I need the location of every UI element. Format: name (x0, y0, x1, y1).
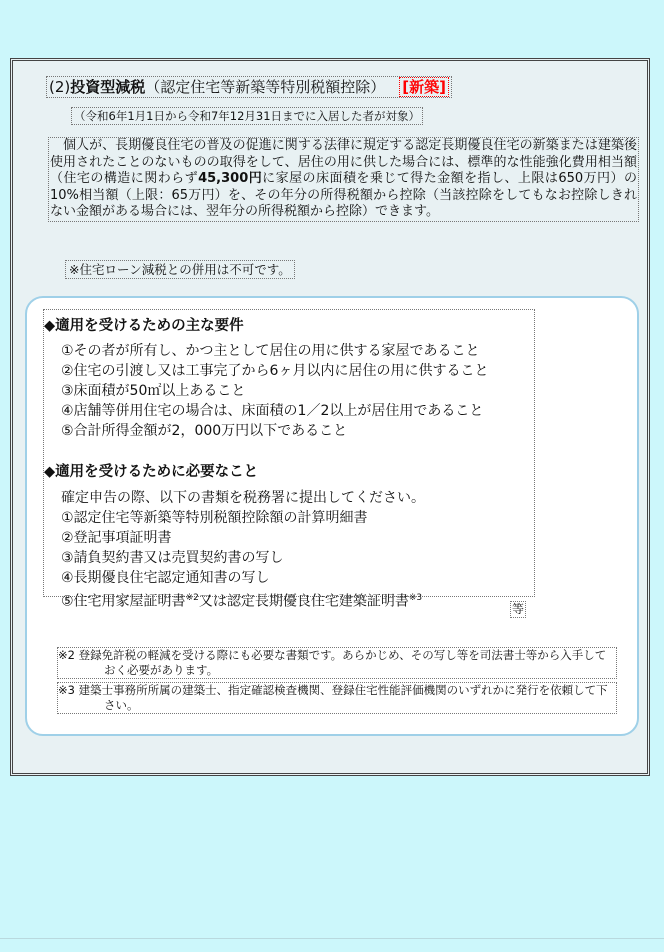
document-item: ③請負契約書又は売買契約書の写し (61, 550, 284, 566)
documents-title: ◆適用を受けるために必要なこと (44, 464, 259, 480)
requirements-block (43, 309, 535, 610)
heading-subtitle: （認定住宅等新築等特別税額控除） (145, 78, 386, 96)
new-build-tag: [新築] (399, 77, 449, 97)
doc5-footnote-ref-2: ※2 (185, 593, 199, 603)
intro-amount: 45,300円 (198, 171, 263, 187)
heading-number: (2) (49, 78, 71, 96)
document-item: ④長期優良住宅認定通知書の写し (61, 570, 270, 586)
intro-text-1: 個人が、長期優良住宅の普及の促進に関する法律に規定する認定長期優良住宅の新築または建築後使用されたことのないものの取得をして、居住の用に供した場合には、標準的な性能強化費用相当額（住宅の構造に関わらず (50, 138, 637, 187)
intro-paragraph (48, 137, 639, 222)
requirement-item: ⑤合計所得金額が2，000万円以下であること (61, 423, 348, 439)
page-divider (0, 938, 664, 939)
document-item-5 (61, 588, 422, 612)
requirement-item: ④店舗等併用住宅の場合は、床面積の1／2以上が居住用であること (61, 403, 484, 419)
loan-note: ※住宅ローン減税との併用は不可です。 (65, 260, 295, 279)
doc5-text-1: ⑤住宅用家屋証明書 (61, 593, 186, 610)
document-item: ①認定住宅等新築等特別税額控除額の計算明細書 (61, 510, 368, 526)
requirements-panel (25, 296, 639, 736)
etc-mark: 等 (512, 602, 525, 616)
footnote-2: ※2 登録免許税の軽減を受ける際にも必要な書類です。あらかじめ、その写し等を司法書士等から入手しておく必要があります。 (57, 647, 617, 679)
section-heading (46, 76, 452, 98)
requirement-item: ②住宅の引渡し又は工事完了から6ヶ月以内に居住の用に供すること (61, 363, 489, 379)
doc5-footnote-ref-3: ※3 (408, 593, 423, 603)
document-item: ②登記事項証明書 (61, 530, 172, 546)
intro-text-2: に家屋の床面積を乗じて得た金額を指し、上限は650万円）の10%相当額（上限：65万円）を、その年分の所得税額から控除（当該控除をしてもなお控除しきれない金額がある場合には、翌年分の所得税額から控除）できます。 (50, 171, 637, 220)
heading-title: 投資型減税 (70, 78, 146, 96)
requirements-title: ◆適用を受けるための主な要件 (44, 318, 244, 334)
footnote-3: ※3 建築士事務所所属の建築士、指定確認検査機関、登録住宅性能評価機関のいずれかに発行を依頼して下さい。 (57, 682, 617, 714)
requirement-item: ①その者が所有し、かつ主として居住の用に供する家屋であること (61, 343, 480, 359)
eligibility-period: （令和6年1月1日から令和7年12月31日までに入居した者が対象） (71, 107, 423, 125)
content-frame (10, 58, 650, 776)
documents-lead: 確定申告の際、以下の書類を税務署に提出してください。 (61, 490, 425, 506)
requirement-item: ③床面積が50㎡以上あること (61, 383, 246, 399)
doc5-text-2: 又は認定長期優良住宅建築証明書 (198, 593, 409, 610)
